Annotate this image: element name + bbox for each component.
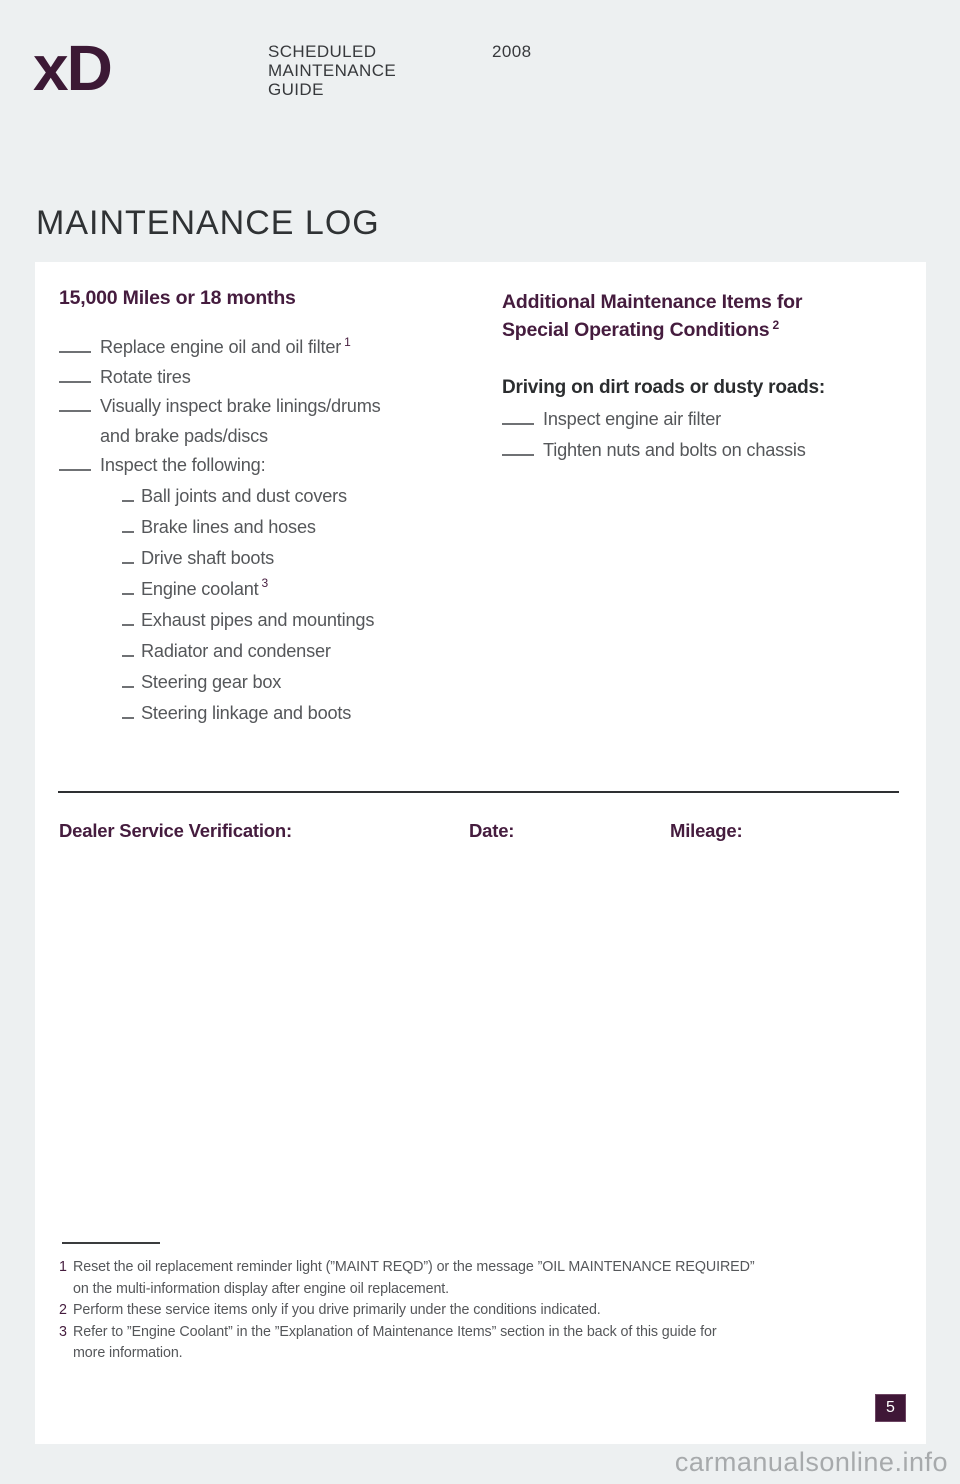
interval-heading: 15,000 Miles or 18 months [59,287,296,309]
date-label: Date: [469,820,515,841]
footnote-line: Refer to ”Engine Coolant” in the ”Explanation of Maintenance Items” section in the back of this guide for [73,1323,717,1340]
footnote-ref: 3 [261,576,269,591]
footnote-number: 1 [59,1259,67,1275]
sublist-item [122,605,489,636]
footnote-ref: 1 [344,334,351,349]
mileage-label: Mileage: [670,820,743,841]
footnote-divider [62,1242,160,1244]
footnote-text [73,1257,755,1300]
footnote [59,1257,901,1300]
checklist-item-label: Rotate tires [100,366,191,387]
checklist-item-label: Inspect the following: [100,455,266,475]
checkbox-blank [59,398,91,412]
condition-subheading: Driving on dirt roads or dusty roads: [502,377,826,398]
footnotes [59,1257,901,1365]
checklist-item-label: Inspect engine air filter [543,409,721,429]
sublist-item [122,481,489,512]
sublist-item [122,636,489,667]
footnote-line: on the multi-information display after engine oil replacement. [73,1280,450,1297]
heading-line: Additional Maintenance Items for [502,291,803,313]
checkbox-blank-small [122,705,134,719]
watermark: carmanualsonline.info [674,1447,948,1477]
interval-column [59,286,489,729]
document-title [268,42,396,99]
footnote-line: Reset the oil replacement reminder light (”MAINT REQD”) or the message ”OIL MAINTENANCE REQUIRED” [73,1259,755,1275]
footnote-ref: 2 [772,317,779,332]
checklist-item [59,333,489,363]
special-conditions-column [502,288,914,466]
checklist-item [502,435,914,466]
dealer-verification-label: Dealer Service Verification: [59,820,292,841]
checkbox-blank [59,457,91,471]
sublist-item-label: Radiator and condenser [141,640,331,661]
sublist-item [122,543,489,574]
checkbox-blank-small [122,550,134,564]
checkbox-blank-small [122,612,134,626]
checklist-item [59,451,489,481]
item-text: Visually inspect brake linings/drums [100,396,381,416]
document-title-line: GUIDE [268,80,324,99]
sublist-item-label: Brake lines and hoses [141,516,316,537]
checkbox-blank-small [122,581,134,595]
item-text-continued: and brake pads/discs [100,425,268,446]
sublist-item-label: Ball joints and dust covers [141,485,347,506]
document-title-line: SCHEDULED [268,42,377,61]
sublist-item [122,698,489,729]
item-text: Engine coolant [141,578,259,599]
sublist-item [122,512,489,543]
page-title: MAINTENANCE LOG [36,204,380,242]
footnote [59,1322,901,1365]
footnote-line: more information. [73,1345,183,1361]
footnote-number: 3 [59,1323,67,1340]
checkbox-blank-small [122,519,134,533]
sublist-item-label: Exhaust pipes and mountings [141,609,375,630]
footnote-text [73,1322,717,1365]
heading-text: Special Operating Conditions [502,319,770,341]
sublist-item [122,574,489,605]
sublist-item [122,667,489,698]
footnote-number: 2 [59,1302,67,1318]
checklist-item [59,363,489,393]
checkbox-blank-small [122,674,134,688]
special-conditions-heading [502,288,914,344]
checklist-item-label [100,333,351,363]
inspection-sublist [122,481,489,729]
footnote [59,1300,901,1322]
item-text: Replace engine oil and oil filter [100,337,342,357]
checklist [59,333,489,729]
checklist-item [502,404,914,435]
brand-logo: xD [33,32,111,104]
model-year: 2008 [492,42,532,61]
sublist-item-label: Drive shaft boots [141,547,275,568]
sublist-item-label: Steering linkage and boots [141,702,352,723]
checklist-item-label: Tighten nuts and bolts on chassis [543,440,806,460]
maintenance-log-card [35,262,926,1444]
document-title-line: MAINTENANCE [268,61,397,80]
checkbox-blank [59,369,91,383]
page-number-badge: 5 [875,1394,906,1422]
checklist-item-label [100,392,381,451]
sublist-item-label: Steering gear box [141,671,282,692]
footnote-line: Perform these service items only if you drive primarily under the conditions indicated. [73,1302,601,1318]
checklist-item [59,392,489,451]
footnote-text [73,1300,601,1322]
checkbox-blank-small [122,488,134,502]
checkbox-blank [502,411,534,425]
checkbox-blank-small [122,643,134,657]
section-divider [58,791,899,793]
heading-line [502,316,914,344]
sublist-item-label [141,574,268,605]
checkbox-blank [502,442,534,456]
checkbox-blank [59,339,91,353]
condition-checklist [502,404,914,466]
